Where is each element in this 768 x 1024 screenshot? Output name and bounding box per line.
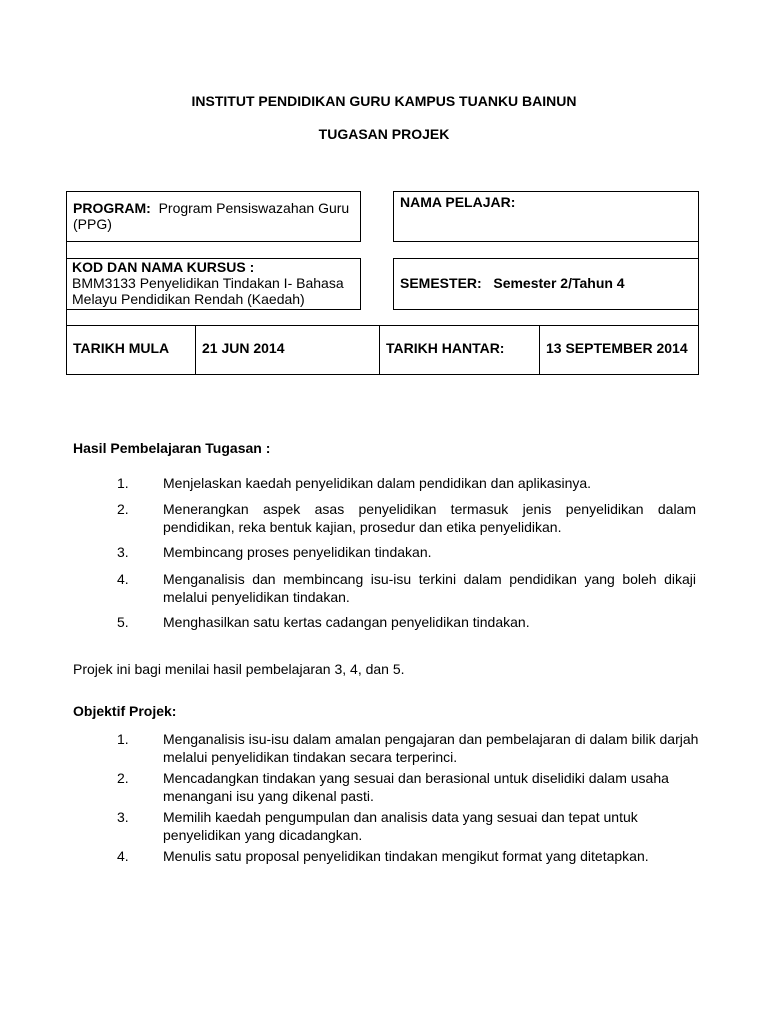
institution-title: INSTITUT PENDIDIKAN GURU KAMPUS TUANKU BAINUN bbox=[191, 93, 577, 109]
course-label: KOD DAN NAMA KURSUS : bbox=[72, 259, 255, 275]
outcome-number: 2. bbox=[117, 501, 129, 517]
table-border-left-1 bbox=[66, 242, 67, 258]
course-box bbox=[66, 258, 361, 310]
submit-date-label: TARIKH HANTAR: bbox=[386, 340, 505, 356]
start-date-label: TARIKH MULA bbox=[73, 340, 170, 356]
assessment-note: Projek ini bagi menilai hasil pembelajaran 3, 4, dan 5. bbox=[73, 661, 405, 677]
student-name-label: NAMA PELAJAR: bbox=[400, 194, 516, 210]
objective-text: Menulis satu proposal penyelidikan tindakan mengikut format yang ditetapkan. bbox=[163, 848, 649, 864]
outcome-number: 4. bbox=[117, 571, 129, 587]
outcome-number: 5. bbox=[117, 614, 129, 630]
outcome-number: 3. bbox=[117, 544, 129, 560]
program-label: PROGRAM: bbox=[73, 200, 151, 216]
date-divider-2 bbox=[379, 326, 380, 374]
table-border-right-1 bbox=[698, 242, 699, 258]
course-value: BMM3133 Penyelidikan Tindakan I- Bahasa Melayu Pendidikan Rendah (Kaedah) bbox=[72, 275, 344, 307]
date-divider-3 bbox=[539, 326, 540, 374]
start-date-value: 21 JUN 2014 bbox=[202, 340, 285, 356]
semester-value: Semester 2/Tahun 4 bbox=[493, 275, 625, 291]
table-border-left-2 bbox=[66, 310, 67, 325]
date-row bbox=[66, 325, 699, 375]
objective-text: Menganalisis isu-isu dalam amalan pengajaran dan pembelajaran di dalam bilik darjah melalui penyelidikan tindakan secara terperinci. bbox=[163, 731, 699, 765]
outcome-text: Membincang proses penyelidikan tindakan. bbox=[163, 544, 432, 560]
outcome-number: 1. bbox=[117, 475, 129, 491]
program-box bbox=[66, 191, 361, 242]
outcome-text: Menerangkan aspek asas penyelidikan termasuk jenis penyelidikan dalam pendidikan, reka bentuk kajian, prosedur dan etika penyelidikan. bbox=[163, 501, 696, 535]
outcome-text: Menjelaskan kaedah penyelidikan dalam pendidikan dan aplikasinya. bbox=[163, 475, 592, 491]
objective-text: Mencadangkan tindakan yang sesuai dan berasional untuk diselidiki dalam usaha menangani isu yang dikenal pasti. bbox=[163, 770, 669, 804]
program-value: Program Pensiswazahan Guru (PPG) bbox=[73, 200, 350, 232]
semester-label: SEMESTER: bbox=[400, 275, 482, 291]
objective-number: 3. bbox=[117, 809, 129, 825]
date-divider-1 bbox=[195, 326, 196, 374]
student-name-box bbox=[393, 191, 699, 242]
objective-number: 1. bbox=[117, 731, 129, 747]
objective-text: Memilih kaedah pengumpulan dan analisis data yang sesuai dan tepat untuk penyelidikan yang dicadangkan. bbox=[163, 809, 638, 843]
submit-date-value: 13 SEPTEMBER 2014 bbox=[546, 340, 688, 356]
outcomes-heading: Hasil Pembelajaran Tugasan : bbox=[73, 440, 271, 456]
outcome-text: Menghasilkan satu kertas cadangan penyelidikan tindakan. bbox=[163, 614, 530, 630]
semester-box bbox=[393, 258, 699, 310]
document-title: TUGASAN PROJEK bbox=[318, 126, 450, 142]
outcome-text: Menganalisis dan membincang isu-isu terkini dalam pendidikan yang boleh dikaji melalui penyelidikan tindakan. bbox=[163, 571, 696, 605]
objective-number: 4. bbox=[117, 848, 129, 864]
objectives-heading: Objektif Projek: bbox=[73, 703, 177, 719]
objective-number: 2. bbox=[117, 770, 129, 786]
table-border-right-2 bbox=[698, 310, 699, 325]
